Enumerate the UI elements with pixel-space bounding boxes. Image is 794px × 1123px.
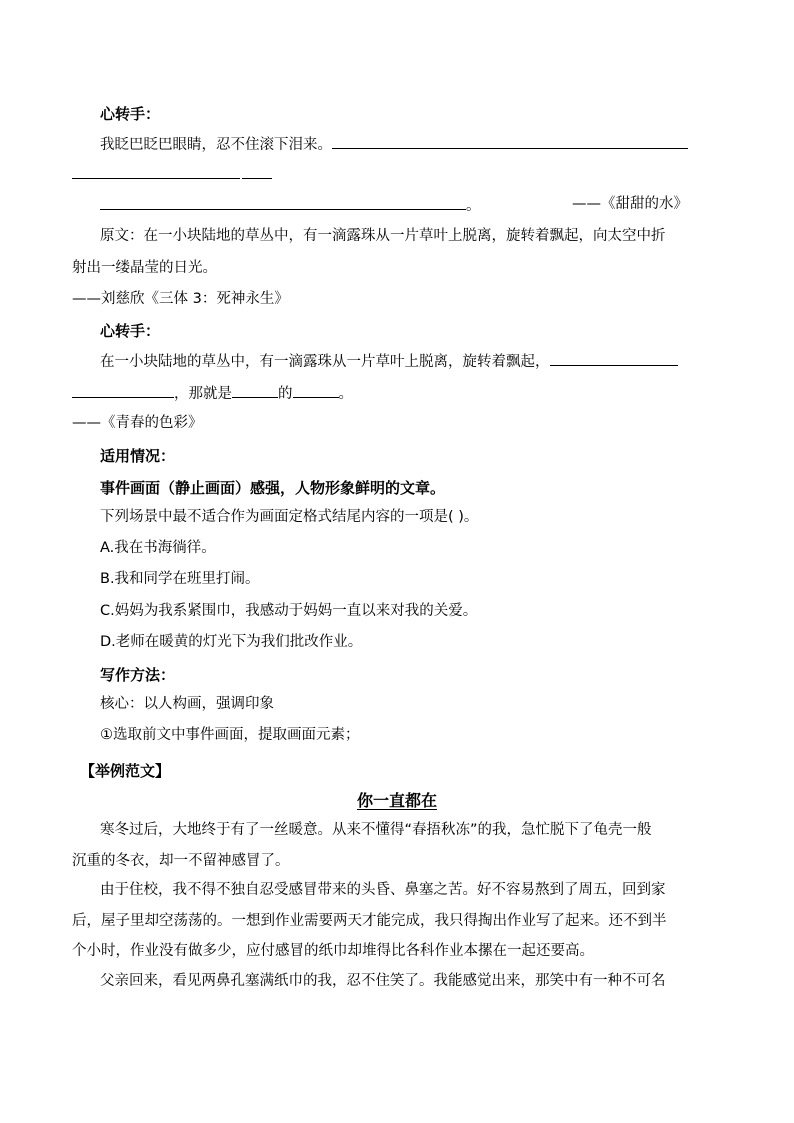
option-b: B.我和同学在班里打闹。: [100, 571, 260, 587]
section1-source: ——《甜甜的水》: [572, 196, 688, 212]
section1-line1-text: 我眨巴眨巴眼睛，忍不住滚下泪来。: [100, 137, 332, 153]
essay-para3-line1: 父亲回来，看见两鼻孔塞满纸巾的我，忍不住笑了。我能感觉出来，那笑中有一种不可名: [100, 973, 666, 989]
section3-source: ——《青春的色彩》: [72, 415, 203, 431]
option-c: C.妈妈为我系紧围巾，我感动于妈妈一直以来对我的关爱。: [100, 603, 478, 619]
method-heading: 写作方法：: [100, 666, 176, 684]
question-text: 下列场景中最不适合作为画面定格式结尾内容的一项是( )。: [100, 509, 479, 525]
answer-blank[interactable]: [72, 382, 174, 398]
section1-heading: 心转手：: [100, 105, 161, 123]
option-a: A.我在书海徜徉。: [100, 540, 216, 556]
answer-blank[interactable]: [550, 350, 678, 366]
answer-blank[interactable]: [72, 163, 240, 179]
answer-blank[interactable]: [100, 194, 466, 210]
original-line1: 原文：在一小块陆地的草丛中，有一滴露珠从一片草叶上脱离，旋转着飘起，向太空中折: [100, 228, 666, 244]
section1-line1: [100, 133, 688, 155]
section3-line2-text: 的: [278, 386, 293, 402]
section3-line2-text: 。: [338, 386, 353, 402]
essay-title: [0, 790, 794, 812]
essay-para2-line3: 个小时，作业没有做多少，应付感冒的纸巾却堆得比各科作业本摞在一起还要高。: [72, 943, 594, 959]
method-step1: ①选取前文中事件画面，提取画面元素；: [100, 727, 360, 743]
section1-line3: [100, 194, 481, 216]
essay-para2-line1: 由于住校，我不得不独自忍受感冒带来的头昏、鼻塞之苦。好不容易熬到了周五，回到家: [100, 882, 666, 898]
essay-para1-line2: 沉重的冬衣，却一不留神感冒了。: [72, 853, 290, 869]
answer-blank[interactable]: [232, 382, 278, 398]
option-d: D.老师在暖黄的灯光下为我们批改作业。: [100, 634, 363, 650]
answer-blank[interactable]: [242, 163, 272, 179]
essay-para1-line1: 寒冬过后，大地终于有了一丝暖意。从来不懂得“春捂秋冻”的我，急忙脱下了龟壳一般: [100, 822, 652, 838]
answer-blank[interactable]: [293, 382, 339, 398]
essay-para2-line2: 后，屋子里却空荡荡的。一想到作业需要两天才能完成，我只得掏出作业写了起来。还不到半: [72, 913, 667, 929]
answer-blank[interactable]: [332, 133, 688, 149]
original-line2: 射出一缕晶莹的日光。: [72, 260, 217, 276]
applicable-heading: 适用情况：: [100, 447, 176, 465]
method-core: 核心：以人构画，强调印象: [100, 696, 274, 712]
section3-line1: [100, 350, 678, 372]
section1-line2: [72, 163, 272, 185]
original-source: ——刘慈欣《三体 3：死神永生》: [72, 291, 289, 307]
example-heading: 【举例范文】: [80, 762, 171, 780]
section1-line3-punct: 。: [466, 198, 481, 214]
section3-heading: 心转手：: [100, 322, 161, 340]
section3-line1-text: 在一小块陆地的草丛中，有一滴露珠从一片草叶上脱离，旋转着飘起，: [100, 354, 550, 370]
section3-line2: [72, 382, 353, 404]
applicable-statement: 事件画面（静止画面）感强，人物形象鲜明的文章。: [100, 479, 446, 497]
section3-line2-text: ，那就是: [174, 386, 232, 402]
essay-title-text: 你一直都在: [356, 791, 437, 810]
